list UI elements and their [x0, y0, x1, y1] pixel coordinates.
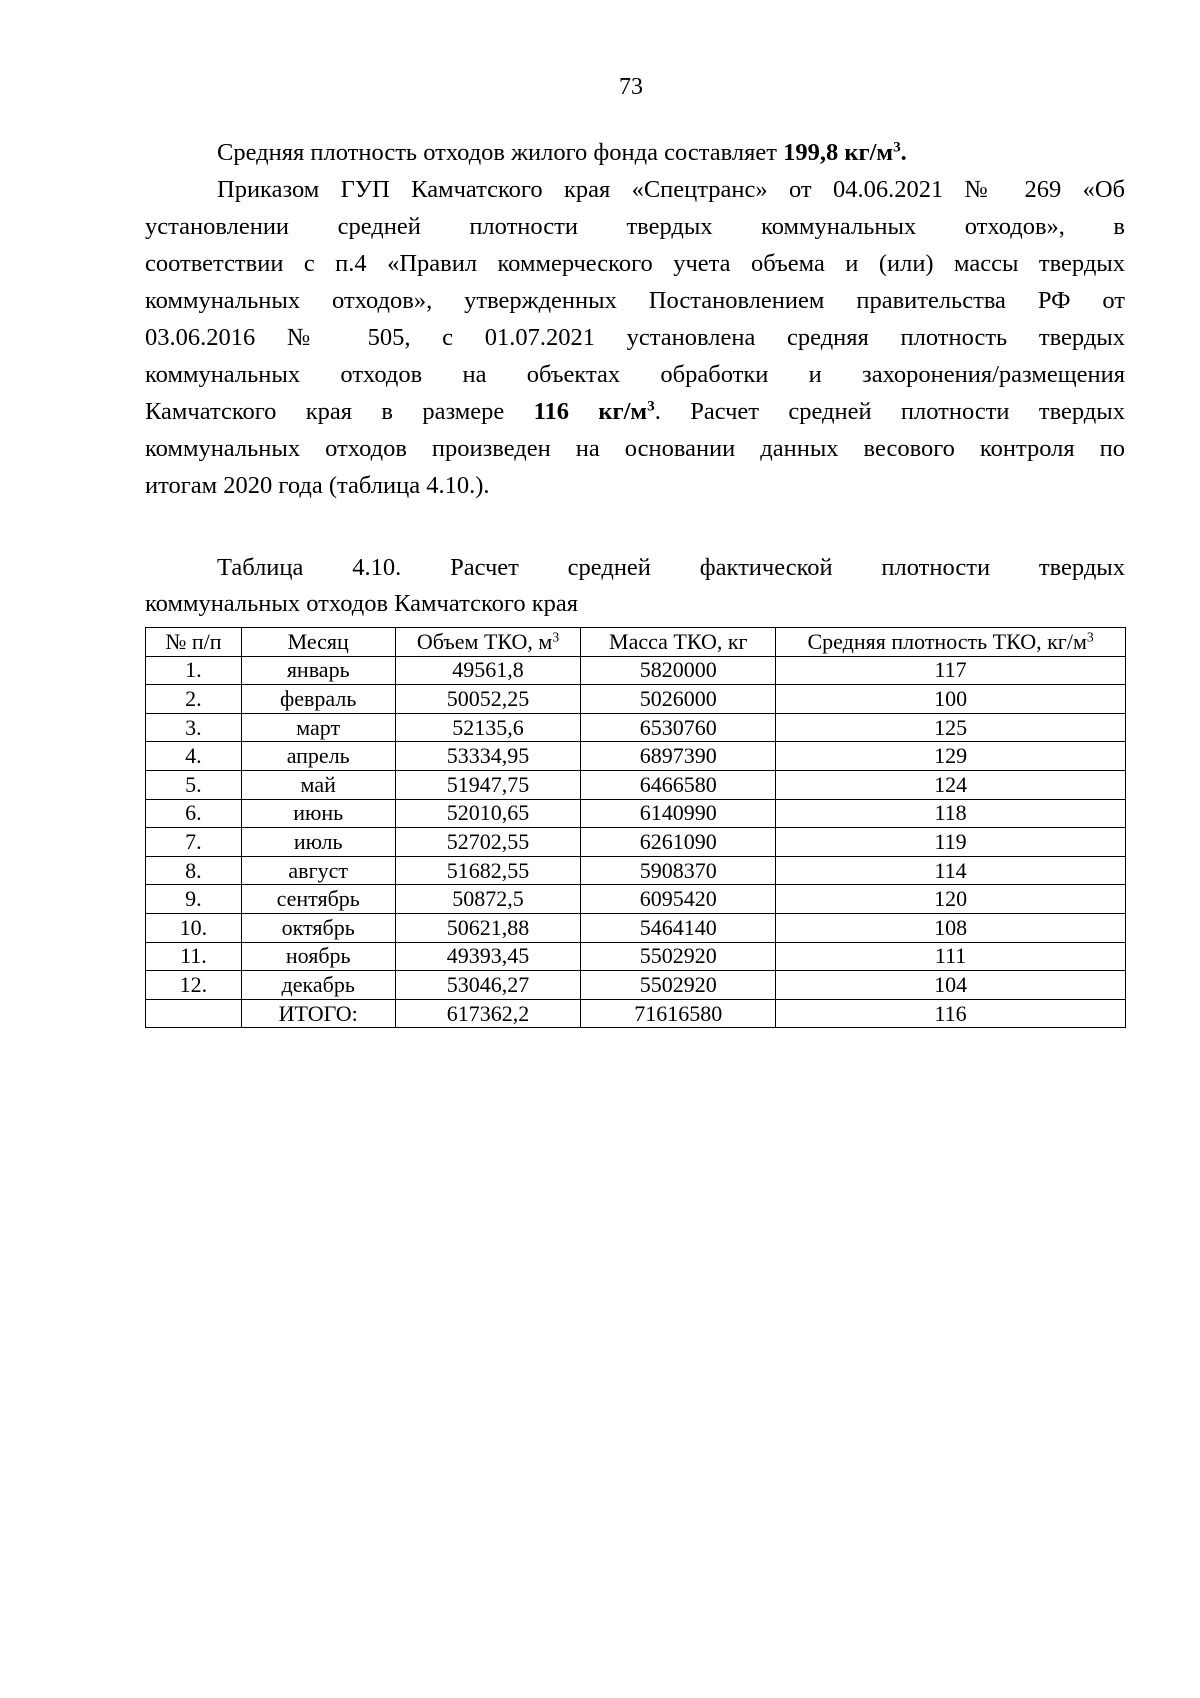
density-text: Средняя плотность отходов жилого фонда составляет	[217, 139, 784, 166]
cell-num: 1.	[146, 656, 242, 685]
cell-mass: 5908370	[581, 856, 776, 885]
cell-density: 108	[776, 913, 1126, 942]
cell-mass: 6897390	[581, 742, 776, 771]
table-caption-line-1: Таблица 4.10. Расчет средней фактической плотности твердых	[217, 554, 1125, 581]
cell-volume: 53334,95	[395, 742, 581, 771]
cell-num: 7.	[146, 828, 242, 857]
table-header-row	[146, 628, 1126, 657]
table-row	[146, 713, 1126, 742]
page-number: 73	[619, 74, 643, 100]
cell-volume: 50621,88	[395, 913, 581, 942]
cell-month: май	[241, 770, 395, 799]
header-num: № п/п	[146, 628, 242, 657]
cell-month: июль	[241, 828, 395, 857]
table-row	[146, 770, 1126, 799]
cell-month: октябрь	[241, 913, 395, 942]
cell-num: 12.	[146, 971, 242, 1000]
cell-month: август	[241, 856, 395, 885]
header-month: Месяц	[241, 628, 395, 657]
order-line-8: коммунальных отходов произведен на основании данных весового контроля по	[145, 435, 1125, 462]
cell-num: 11.	[146, 942, 242, 971]
table-row	[146, 913, 1126, 942]
density-paragraph	[145, 134, 1125, 171]
cell-month: ИТОГО:	[241, 999, 395, 1028]
cell-density: 117	[776, 656, 1126, 685]
order-line-2: установлении средней плотности твердых коммунальных отходов», в	[145, 213, 1125, 240]
cell-density: 129	[776, 742, 1126, 771]
order-line-5: 03.06.2016 № 505, с 01.07.2021 установлена средняя плотность твердых	[145, 324, 1125, 351]
order-line-1: Приказом ГУП Камчатского края «Спецтранс» от 04.06.2021 № 269 «Об	[217, 176, 1125, 203]
cell-num: 2.	[146, 685, 242, 714]
cell-density: 104	[776, 971, 1126, 1000]
density-value: 199,8 $кг/м^3$.	[783, 138, 907, 166]
order-line-9: итогам 2020 года (таблица 4.10.).	[145, 472, 490, 499]
table-body	[146, 656, 1126, 1028]
cell-density: 119	[776, 828, 1126, 857]
table-row	[146, 685, 1126, 714]
cell-month: декабрь	[241, 971, 395, 1000]
cell-mass: 5464140	[581, 913, 776, 942]
cell-num: 3.	[146, 713, 242, 742]
cell-num: 10.	[146, 913, 242, 942]
cell-density: 120	[776, 885, 1126, 914]
header-mass: Масса ТКО, кг	[581, 628, 776, 657]
cell-num: 6.	[146, 799, 242, 828]
table-row	[146, 971, 1126, 1000]
cell-month: ноябрь	[241, 942, 395, 971]
cell-density: 116	[776, 999, 1126, 1028]
cell-mass: 6095420	[581, 885, 776, 914]
cell-density: 114	[776, 856, 1126, 885]
cell-num: 4.	[146, 742, 242, 771]
cell-mass: 5502920	[581, 971, 776, 1000]
cell-num: 5.	[146, 770, 242, 799]
density-table	[145, 627, 1126, 1028]
table-row	[146, 799, 1126, 828]
table-row	[146, 742, 1126, 771]
cell-volume: 50872,5	[395, 885, 581, 914]
table-row	[146, 856, 1126, 885]
cell-volume: 52702,55	[395, 828, 581, 857]
table-row	[146, 885, 1126, 914]
table-caption-line-2: коммунальных отходов Камчатского края	[145, 590, 579, 617]
cell-volume: 51947,75	[395, 770, 581, 799]
cell-density: 125	[776, 713, 1126, 742]
table-row	[146, 828, 1126, 857]
cell-month: февраль	[241, 685, 395, 714]
cell-num: 9.	[146, 885, 242, 914]
established-density-value: 116 $кг/м^3$	[533, 397, 655, 425]
cell-num	[146, 999, 242, 1028]
cell-volume: 617362,2	[395, 999, 581, 1028]
cell-mass: 5820000	[581, 656, 776, 685]
order-line-7: Камчатского края в размере 116 $кг/м^3$. Расчет средней плотности твердых	[145, 397, 1125, 425]
order-line-6: коммунальных отходов на объектах обработки и захоронения/размещения	[145, 361, 1125, 388]
cell-month: январь	[241, 656, 395, 685]
cell-density: 118	[776, 799, 1126, 828]
cell-volume: 49561,8	[395, 656, 581, 685]
order-line-3: соответствии с п.4 «Правил коммерческого учета объема и (или) массы твердых	[145, 250, 1125, 277]
cell-month: сентябрь	[241, 885, 395, 914]
order-line-4: коммунальных отходов», утвержденных Постановлением правительства РФ от	[145, 287, 1125, 314]
cell-volume: 49393,45	[395, 942, 581, 971]
order-paragraph	[145, 171, 1125, 504]
cell-mass: 71616580	[581, 999, 776, 1028]
table-caption	[145, 550, 1125, 622]
cell-month: март	[241, 713, 395, 742]
cell-mass: 5026000	[581, 685, 776, 714]
cell-month: апрель	[241, 742, 395, 771]
cell-volume: 50052,25	[395, 685, 581, 714]
cell-density: 100	[776, 685, 1126, 714]
table-row	[146, 656, 1126, 685]
cell-mass: 6261090	[581, 828, 776, 857]
header-density: Средняя плотность ТКО, $кг/м^3$	[776, 628, 1126, 657]
cell-mass: 5502920	[581, 942, 776, 971]
cell-density: 111	[776, 942, 1126, 971]
header-volume: Объем ТКО, $м^3$	[395, 628, 581, 657]
table-row	[146, 942, 1126, 971]
cell-mass: 6140990	[581, 799, 776, 828]
cell-month: июнь	[241, 799, 395, 828]
cell-volume: 52135,6	[395, 713, 581, 742]
cell-volume: 53046,27	[395, 971, 581, 1000]
cell-volume: 52010,65	[395, 799, 581, 828]
table-total-row	[146, 999, 1126, 1028]
cell-volume: 51682,55	[395, 856, 581, 885]
cell-density: 124	[776, 770, 1126, 799]
cell-mass: 6530760	[581, 713, 776, 742]
cell-mass: 6466580	[581, 770, 776, 799]
cell-num: 8.	[146, 856, 242, 885]
